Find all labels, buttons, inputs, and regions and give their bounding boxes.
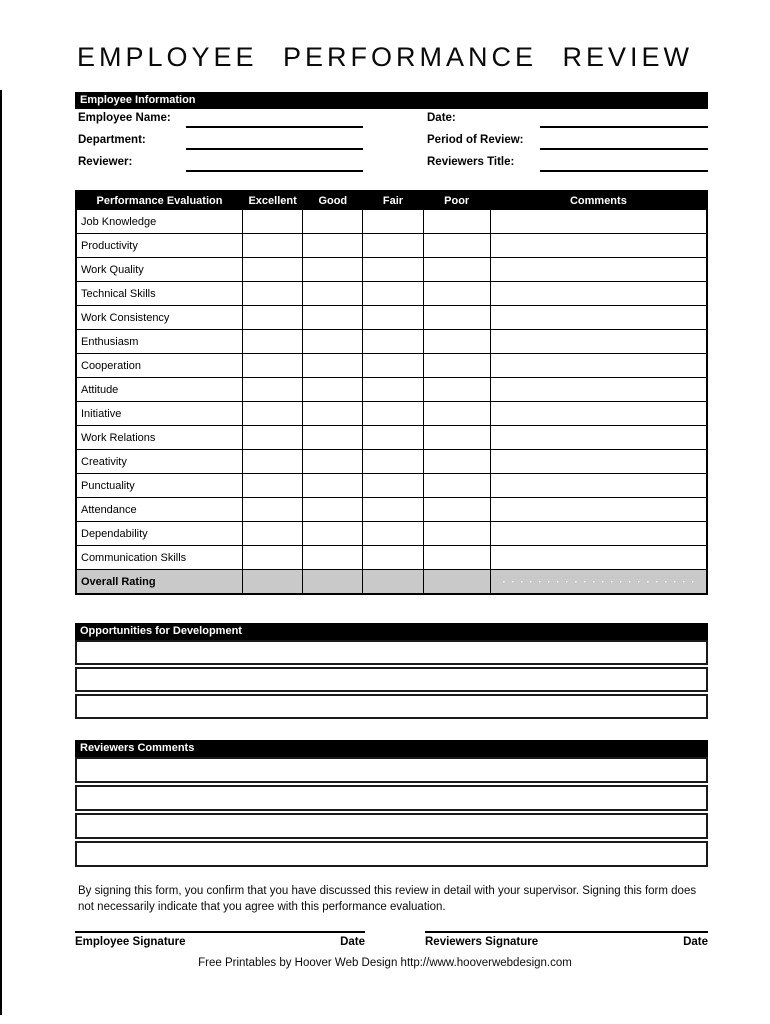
reviewer-label: Reviewer: [78, 156, 133, 168]
column-header-good: Good [303, 191, 363, 210]
table-row [76, 498, 707, 522]
rating-cell-fair[interactable] [363, 330, 423, 354]
rating-cell-fair[interactable] [363, 522, 423, 546]
rating-cell-excellent[interactable] [243, 258, 303, 282]
comments-cell[interactable] [490, 330, 707, 354]
comments-cell[interactable] [490, 570, 707, 595]
rating-cell-excellent[interactable] [243, 234, 303, 258]
table-row [76, 378, 707, 402]
footer-credit: Free Printables by Hoover Web Design http://www.hooverwebdesign.com [198, 957, 572, 969]
rating-cell-fair[interactable] [363, 498, 423, 522]
employee-name-label: Employee Name: [78, 112, 171, 124]
comments-cell[interactable] [490, 426, 707, 450]
rating-cell-good[interactable] [303, 234, 363, 258]
reviewer-input-line[interactable] [186, 156, 363, 172]
employee-signature-date-label: Date [340, 936, 365, 948]
criterion-label: Initiative [76, 402, 243, 426]
comments-cell[interactable] [490, 234, 707, 258]
comments-cell[interactable] [490, 306, 707, 330]
reviewer-signature-date-label: Date [683, 936, 708, 948]
employee-information-header: Employee Information [75, 92, 708, 109]
signing-disclaimer: By signing this form, you confirm that you have discussed this review in detail with your supervisor. Signing this form does not necessarily indicate that you agree with this performance evaluation. [78, 885, 697, 914]
rating-cell-fair[interactable] [363, 354, 423, 378]
rating-cell-excellent[interactable] [243, 546, 303, 570]
rating-cell-poor[interactable] [423, 282, 490, 306]
rating-cell-fair[interactable] [363, 234, 423, 258]
rating-cell-poor[interactable] [423, 210, 490, 234]
column-header-excellent: Excellent [243, 191, 303, 210]
rating-cell-poor[interactable] [423, 450, 490, 474]
overall-rating-label: Overall Rating [76, 570, 243, 595]
rating-cell-poor[interactable] [423, 570, 490, 595]
comments-cell[interactable] [490, 546, 707, 570]
rating-cell-fair[interactable] [363, 426, 423, 450]
rating-cell-fair[interactable] [363, 474, 423, 498]
rating-cell-excellent[interactable] [243, 402, 303, 426]
table-row [76, 474, 707, 498]
rating-cell-good[interactable] [303, 570, 363, 595]
rating-cell-poor[interactable] [423, 378, 490, 402]
column-header-criterion: Performance Evaluation [76, 191, 243, 210]
rating-cell-excellent[interactable] [243, 330, 303, 354]
comments-cell[interactable] [490, 210, 707, 234]
reviewer-comments-writing-line[interactable] [75, 813, 708, 839]
rating-cell-poor[interactable] [423, 546, 490, 570]
rating-cell-poor[interactable] [423, 474, 490, 498]
comments-cell[interactable] [490, 258, 707, 282]
reviewer-signature-label: Reviewers Signature [425, 936, 539, 948]
rating-cell-fair[interactable] [363, 378, 423, 402]
date-input-line[interactable] [540, 112, 708, 128]
rating-cell-good[interactable] [303, 210, 363, 234]
table-row [76, 210, 707, 234]
rating-cell-fair[interactable] [363, 402, 423, 426]
reviewers-title-label: Reviewers Title: [427, 156, 515, 168]
development-writing-line[interactable] [75, 694, 708, 719]
table-row [76, 426, 707, 450]
column-header-fair: Fair [363, 191, 423, 210]
rating-cell-good[interactable] [303, 522, 363, 546]
column-header-comments: Comments [490, 191, 707, 210]
criterion-label: Work Relations [76, 426, 243, 450]
period-of-review-label: Period of Review: [427, 134, 524, 146]
rating-cell-excellent[interactable] [243, 354, 303, 378]
overall-rating-row [76, 570, 707, 595]
criterion-label: Technical Skills [76, 282, 243, 306]
department-input-line[interactable] [186, 134, 363, 150]
rating-cell-excellent[interactable] [243, 282, 303, 306]
rating-cell-good[interactable] [303, 354, 363, 378]
employee-signature-label: Employee Signature [75, 936, 186, 948]
comments-cell[interactable] [490, 474, 707, 498]
column-header-poor: Poor [423, 191, 490, 210]
performance-evaluation-table [75, 190, 708, 595]
criterion-label: Productivity [76, 234, 243, 258]
rating-cell-excellent[interactable] [243, 306, 303, 330]
comments-cell[interactable] [490, 378, 707, 402]
rating-cell-excellent[interactable] [243, 450, 303, 474]
rating-cell-poor[interactable] [423, 234, 490, 258]
comments-cell[interactable] [490, 402, 707, 426]
table-row [76, 234, 707, 258]
rating-cell-good[interactable] [303, 450, 363, 474]
rating-cell-poor[interactable] [423, 402, 490, 426]
rating-cell-good[interactable] [303, 378, 363, 402]
table-row [76, 354, 707, 378]
rating-cell-poor[interactable] [423, 258, 490, 282]
page-title: EMPLOYEE PERFORMANCE REVIEW [76, 42, 694, 72]
criterion-label: Communication Skills [76, 546, 243, 570]
rating-cell-poor[interactable] [423, 306, 490, 330]
comments-cell[interactable] [490, 354, 707, 378]
reviewer-comments-writing-line[interactable] [75, 841, 708, 867]
table-row [76, 522, 707, 546]
development-writing-line[interactable] [75, 667, 708, 692]
rating-cell-excellent[interactable] [243, 210, 303, 234]
table-row [76, 402, 707, 426]
rating-cell-excellent[interactable] [243, 378, 303, 402]
rating-cell-poor[interactable] [423, 522, 490, 546]
comments-cell[interactable] [490, 450, 707, 474]
comments-cell[interactable] [490, 498, 707, 522]
rating-cell-fair[interactable] [363, 450, 423, 474]
rating-cell-good[interactable] [303, 330, 363, 354]
rating-cell-good[interactable] [303, 282, 363, 306]
comments-cell[interactable] [490, 282, 707, 306]
rating-cell-fair[interactable] [363, 570, 423, 595]
table-row [76, 546, 707, 570]
rating-cell-excellent[interactable] [243, 474, 303, 498]
rating-cell-excellent[interactable] [243, 570, 303, 595]
criterion-label: Work Quality [76, 258, 243, 282]
table-row [76, 282, 707, 306]
rating-cell-good[interactable] [303, 306, 363, 330]
table-row [76, 330, 707, 354]
rating-cell-fair[interactable] [363, 282, 423, 306]
rating-cell-excellent[interactable] [243, 426, 303, 450]
criterion-label: Job Knowledge [76, 210, 243, 234]
table-row [76, 306, 707, 330]
rating-cell-poor[interactable] [423, 426, 490, 450]
employee-name-input-line[interactable] [186, 112, 363, 128]
table-row [76, 258, 707, 282]
development-writing-line[interactable] [75, 640, 708, 665]
date-label: Date: [427, 112, 456, 124]
rating-cell-fair[interactable] [363, 306, 423, 330]
rating-cell-excellent[interactable] [243, 522, 303, 546]
criterion-label: Work Consistency [76, 306, 243, 330]
period-of-review-input-line[interactable] [540, 134, 708, 150]
rating-cell-good[interactable] [303, 426, 363, 450]
rating-cell-poor[interactable] [423, 354, 490, 378]
criterion-label: Enthusiasm [76, 330, 243, 354]
criterion-label: Creativity [76, 450, 243, 474]
rating-cell-poor[interactable] [423, 498, 490, 522]
page-edge-line [0, 90, 2, 1015]
rating-cell-poor[interactable] [423, 330, 490, 354]
rating-cell-fair[interactable] [363, 210, 423, 234]
table-row [76, 450, 707, 474]
department-label: Department: [78, 134, 146, 146]
rating-cell-good[interactable] [303, 402, 363, 426]
reviewer-signature-block [425, 931, 708, 948]
criterion-label: Cooperation [76, 354, 243, 378]
criterion-label: Attendance [76, 498, 243, 522]
reviewer-comments-writing-line[interactable] [75, 785, 708, 811]
criterion-label: Punctuality [76, 474, 243, 498]
reviewer-comments-writing-line[interactable] [75, 757, 708, 783]
rating-cell-good[interactable] [303, 258, 363, 282]
rating-cell-good[interactable] [303, 498, 363, 522]
rating-cell-fair[interactable] [363, 258, 423, 282]
rating-cell-fair[interactable] [363, 546, 423, 570]
comments-cell[interactable] [490, 522, 707, 546]
rating-cell-good[interactable] [303, 474, 363, 498]
reviewers-comments-header: Reviewers Comments [75, 740, 708, 757]
reviewers-title-input-line[interactable] [540, 156, 708, 172]
employee-signature-block [75, 931, 365, 948]
rating-cell-good[interactable] [303, 546, 363, 570]
criterion-label: Dependability [76, 522, 243, 546]
rating-cell-excellent[interactable] [243, 498, 303, 522]
criterion-label: Attitude [76, 378, 243, 402]
table-header-row [76, 191, 707, 210]
opportunities-for-development-header: Opportunities for Development [75, 623, 708, 640]
